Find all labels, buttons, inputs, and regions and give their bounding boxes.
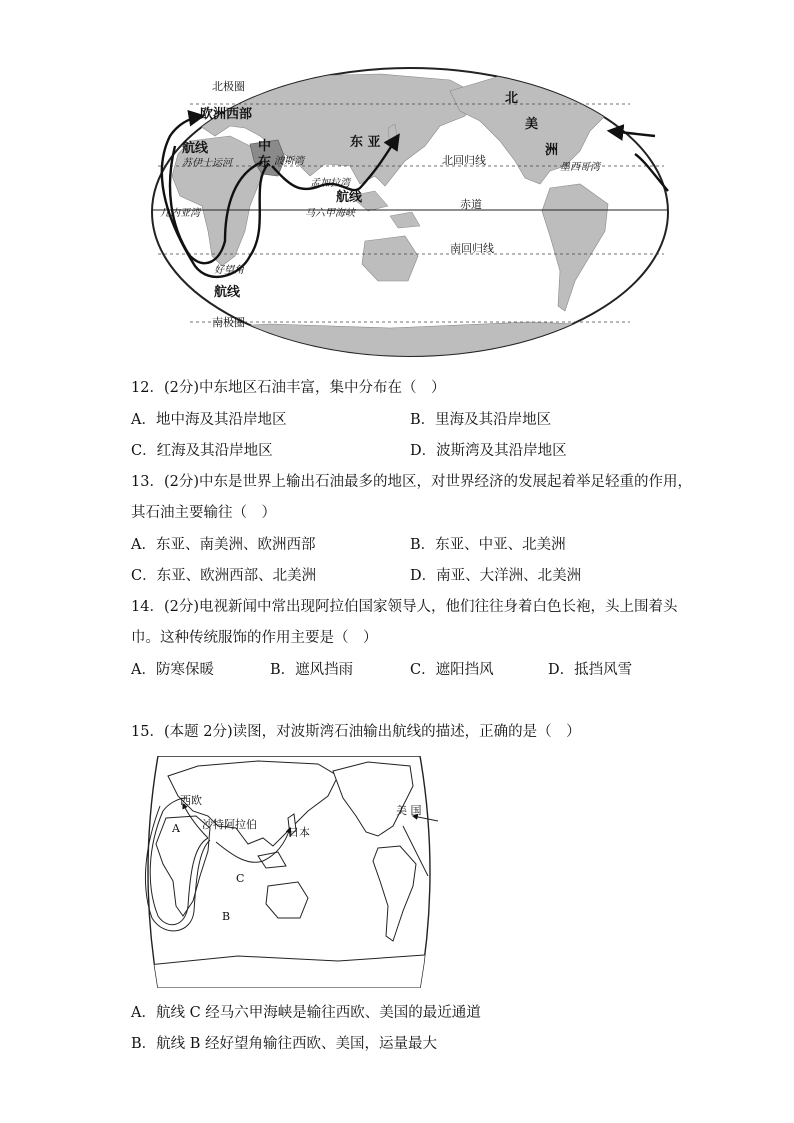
map2-label-route-b: B	[222, 910, 231, 923]
q14-option-a[interactable]: A．防寒保暖	[131, 662, 214, 678]
q13-option-c[interactable]: C．东亚、欧洲西部、北美洲	[131, 568, 317, 584]
q14-option-d[interactable]: D．抵挡风雪	[548, 662, 633, 678]
q13-option-a[interactable]: A．东亚、南美洲、欧洲西部	[131, 537, 316, 553]
q14-option-b[interactable]: B．遮风挡雨	[270, 662, 354, 678]
map1-label-mideast-b: 东	[258, 155, 272, 170]
map1-label-na-2: 美	[525, 117, 539, 132]
map1-label-malacca: 马六甲海峡	[305, 208, 355, 219]
map1-label-tropic-cancer: 北回归线	[442, 154, 486, 167]
q15-stem: 15．(本题 2分)读图，对波斯湾石油输出航线的描述，正确的是（ ）	[131, 724, 581, 740]
map1-label-gulf-mexico: 墨西哥湾	[560, 162, 600, 173]
map1-label-route-bottom: 航线	[214, 285, 241, 300]
map1-label-bengal: 孟加拉湾	[310, 178, 350, 189]
map1-label-persian-gulf: 波斯湾	[274, 156, 304, 167]
q13-stem-line1: 13．(2分)中东是世界上输出石油最多的地区，对世界经济的发展起着举足轻重的作用，	[131, 474, 692, 490]
map2-label-west-europe: 西欧	[180, 794, 202, 807]
q13-option-d[interactable]: D．南亚、大洋洲、北美洲	[410, 568, 582, 584]
map1-label-arctic: 北极圈	[212, 80, 245, 93]
q14-stem-line1: 14．(2分)电视新闻中常出现阿拉伯国家领导人，他们往往身着白色长袍，头上围着头	[131, 599, 678, 615]
map1-label-malacca-route: 航线	[336, 190, 363, 205]
q15-option-a[interactable]: A．航线 C 经马六甲海峡是输往西欧、美国的最近通道	[131, 1005, 481, 1021]
persian-gulf-routes-map	[138, 756, 440, 988]
map1-label-equator: 赤道	[460, 198, 482, 211]
map1-label-route-top: 航线	[182, 141, 209, 156]
map1-label-mideast-a: 中	[258, 139, 272, 154]
map2-label-route-a: A	[172, 822, 180, 835]
q14-stem-line2: 巾。这种传统服饰的作用主要是（ ）	[131, 630, 378, 646]
map1-label-west-europe: 欧洲西部	[200, 107, 253, 122]
q12-option-a[interactable]: A．地中海及其沿岸地区	[131, 412, 287, 428]
map1-label-east-asia: 东 亚	[350, 135, 381, 150]
map1-label-suez: 苏伊士运河	[182, 158, 232, 169]
q12-stem: 12．(2分)中东地区石油丰富，集中分布在（ ）	[131, 380, 446, 396]
q14-option-c[interactable]: C．遮阳挡风	[410, 662, 494, 678]
q13-stem-line2: 其石油主要输往（ ）	[131, 505, 276, 521]
map1-label-antarctic: 南极圈	[212, 316, 245, 329]
map2-label-saudi: 沙特阿拉伯	[202, 818, 257, 831]
map2-label-usa: 美 国	[396, 804, 422, 817]
q12-option-b[interactable]: B．里海及其沿岸地区	[410, 412, 552, 428]
q15-option-b[interactable]: B．航线 B 经好望角输往西欧、美国，运量最大	[131, 1036, 438, 1052]
map2-label-japan: 日本	[288, 826, 310, 839]
map1-label-na-1: 北	[505, 91, 519, 106]
map2-label-route-c: C	[236, 872, 245, 885]
oil-routes-world-map	[150, 66, 670, 358]
q12-option-c[interactable]: C．红海及其沿岸地区	[131, 443, 273, 459]
map1-label-na-3: 洲	[545, 143, 559, 158]
map1-label-tropic-capricorn: 南回归线	[450, 242, 494, 255]
map1-label-guinea: 几内亚湾	[160, 208, 200, 219]
map1-label-cape: 好望角	[214, 265, 244, 276]
q12-option-d[interactable]: D．波斯湾及其沿岸地区	[410, 443, 567, 459]
q13-option-b[interactable]: B．东亚、中亚、北美洲	[410, 537, 566, 553]
